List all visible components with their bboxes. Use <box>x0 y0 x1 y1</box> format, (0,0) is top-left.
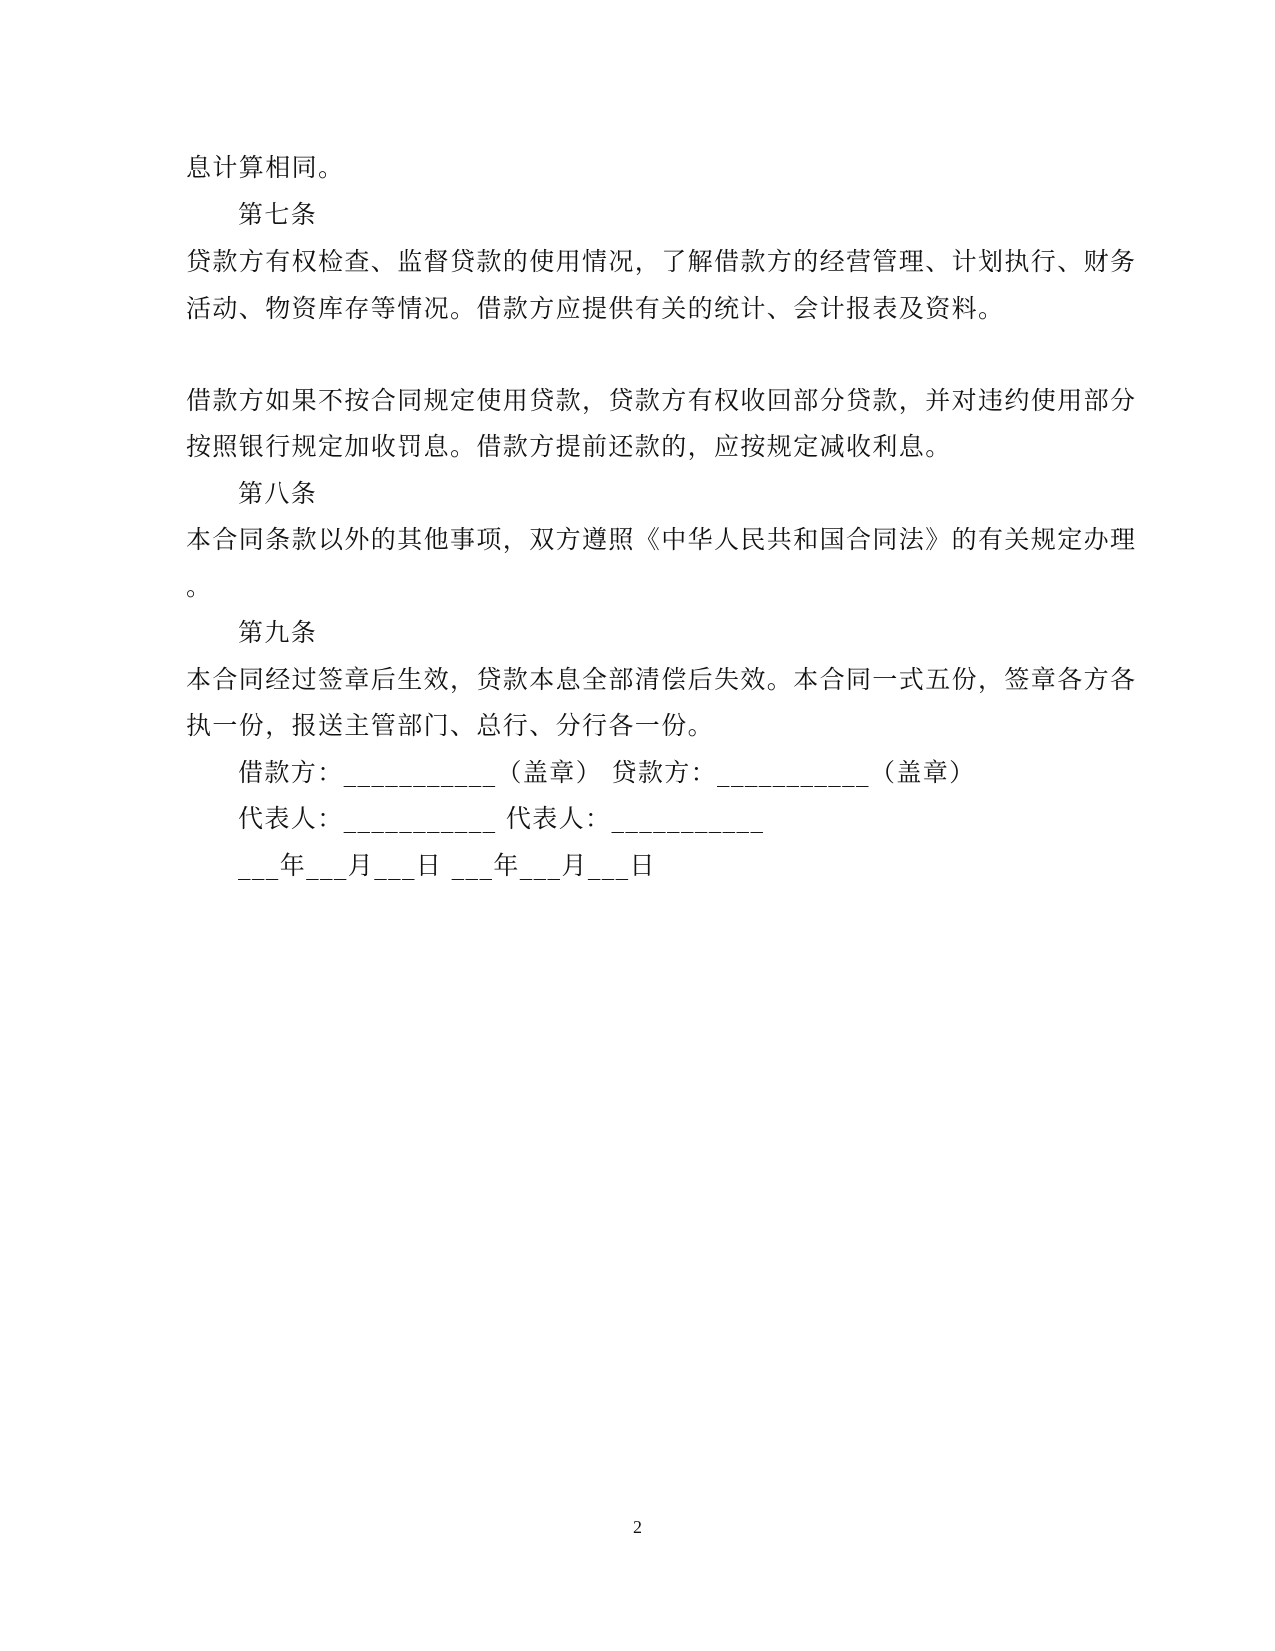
article-7-text-line-2: 活动、物资库存等情况。借款方应提供有关的统计、会计报表及资料。 <box>186 294 1005 323</box>
penalty-clause-line-2: 按照银行规定加收罚息。借款方提前还款的，应按规定减收利息。 <box>186 432 952 461</box>
article-9-text-line-1: 本合同经过签章后生效，贷款本息全部清偿后失效。本合同一式五份，签章各方各 <box>186 665 1137 694</box>
article-8-text-line-1: 本合同条款以外的其他事项，双方遵照《中华人民共和国合同法》的有关规定办理 <box>186 525 1137 554</box>
signature-dates-line: ___年___月___日 ___年___月___日 <box>238 851 656 880</box>
article-8-heading: 第八条 <box>238 479 318 508</box>
interest-continuation-text: 息计算相同。 <box>186 153 345 182</box>
article-9-heading: 第九条 <box>238 618 318 647</box>
signature-parties-line: 借款方：___________（盖章） 贷款方：___________（盖章） <box>238 758 976 787</box>
penalty-clause-line-1: 借款方如果不按合同规定使用贷款，贷款方有权收回部分贷款，并对违约使用部分 <box>186 386 1137 415</box>
article-9-text-line-2: 执一份，报送主管部门、总行、分行各一份。 <box>186 711 715 740</box>
article-8-text-line-2: 。 <box>186 572 213 601</box>
article-7-heading: 第七条 <box>238 200 318 229</box>
representatives-line: 代表人：___________ 代表人：___________ <box>238 804 765 833</box>
page-number: 2 <box>633 1517 642 1537</box>
article-7-text-line-1: 贷款方有权检查、监督贷款的使用情况，了解借款方的经营管理、计划执行、财务 <box>186 247 1137 276</box>
